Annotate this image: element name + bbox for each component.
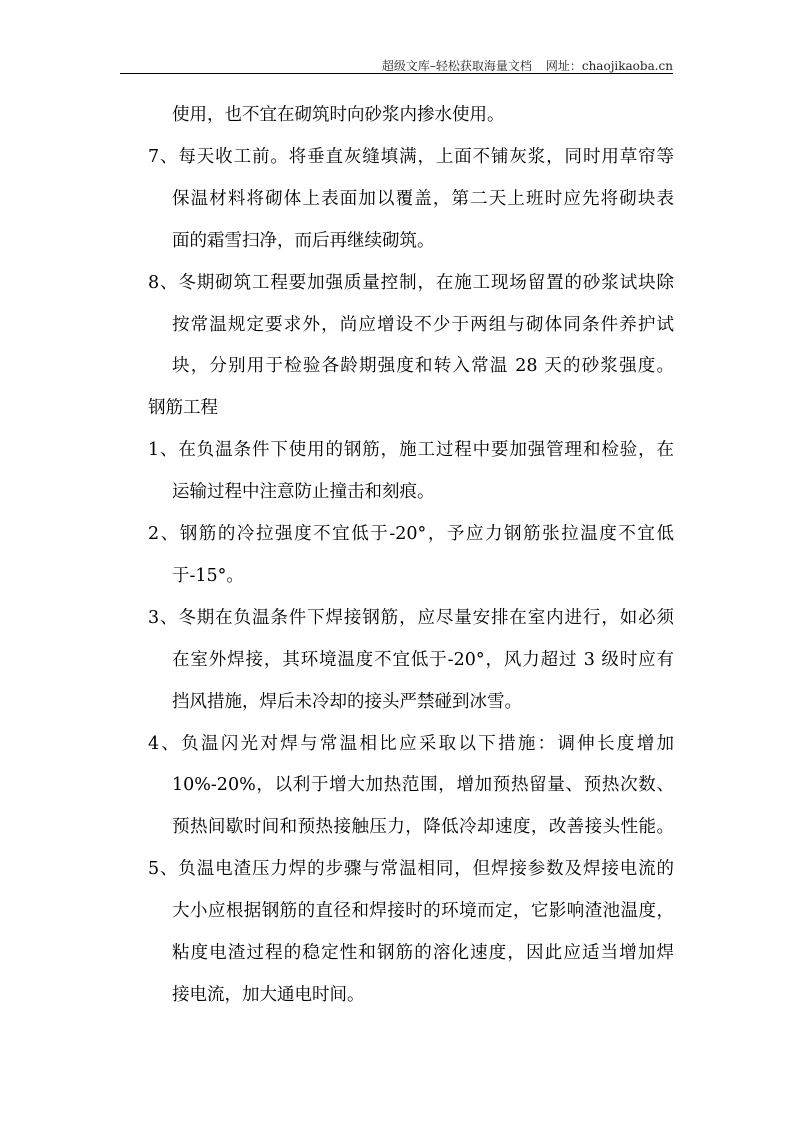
paragraph-line: 接电流，加大通电时间。 (172, 984, 365, 1005)
header-rule (120, 73, 673, 74)
page-header (382, 57, 673, 74)
paragraph-line: 保温材料将砌体上表面加以覆盖，第二天上班时应先将砌块表 (172, 188, 674, 209)
paragraph-line: 按常温规定要求外，尚应增设不少于两组与砌体同条件养护试 (172, 314, 674, 335)
paragraph-line: 大小应根据钢筋的直径和焊接时的环境而定，它影响渣池温度， (172, 901, 674, 922)
header-site-name: 超级文库–轻松获取海量文档 (381, 59, 532, 73)
paragraph-line: 7、每天收工前。将垂直灰缝填满，上面不铺灰浆，同时用草帘等 (148, 146, 674, 167)
paragraph-line: 挡风措施，焊后未冷却的接头严禁碰到冰雪。 (172, 691, 522, 712)
paragraph-line: 2、钢筋的冷拉强度不宜低于-20°，予应力钢筋张拉温度不宜低 (148, 524, 674, 544)
paragraph-line: 10%-20%，以利于增大加热范围，增加预热留量、预热次数、 (172, 775, 674, 796)
paragraph-line: 于-15°。 (172, 565, 244, 586)
paragraph-line: 1、在负温条件下使用的钢筋，施工过程中要加强管理和检验，在 (148, 440, 674, 461)
paragraph-line: 在室外焊接，其环境温度不宜低于-20°，风力超过 3 级时应有 (172, 649, 674, 670)
paragraph-line: 面的霜雪扫净，而后再继续砌筑。 (172, 230, 435, 251)
paragraph-line: 粘度电渣过程的稳定性和钢筋的溶化速度，因此应适当增加焊 (172, 943, 674, 963)
header-url: 网址：chaojikaoba.cn (545, 59, 673, 73)
paragraph-line: 块，分别用于检验各龄期强度和转入常温 28 天的砂浆强度。 (172, 356, 674, 377)
paragraph-line: 运输过程中注意防止撞击和刻痕。 (172, 482, 435, 503)
paragraph-line: 3、冬期在负温条件下焊接钢筋，应尽量安排在室内进行，如必须 (148, 607, 674, 628)
section-heading: 钢筋工程 (148, 398, 218, 419)
paragraph-line: 8、冬期砌筑工程要加强质量控制，在施工现场留置的砂浆试块除 (148, 272, 674, 293)
paragraph-line: 5、负温电渣压力焊的步骤与常温相同，但焊接参数及焊接电流的 (148, 859, 674, 880)
paragraph-line: 使用，也不宜在砌筑时向砂浆内掺水使用。 (172, 105, 505, 125)
paragraph-line: 预热间歇时间和预热接触压力，降低冷却速度，改善接头性能。 (172, 817, 674, 838)
paragraph-line: 4、负温闪光对焊与常温相比应采取以下措施：调伸长度增加 (148, 733, 674, 754)
